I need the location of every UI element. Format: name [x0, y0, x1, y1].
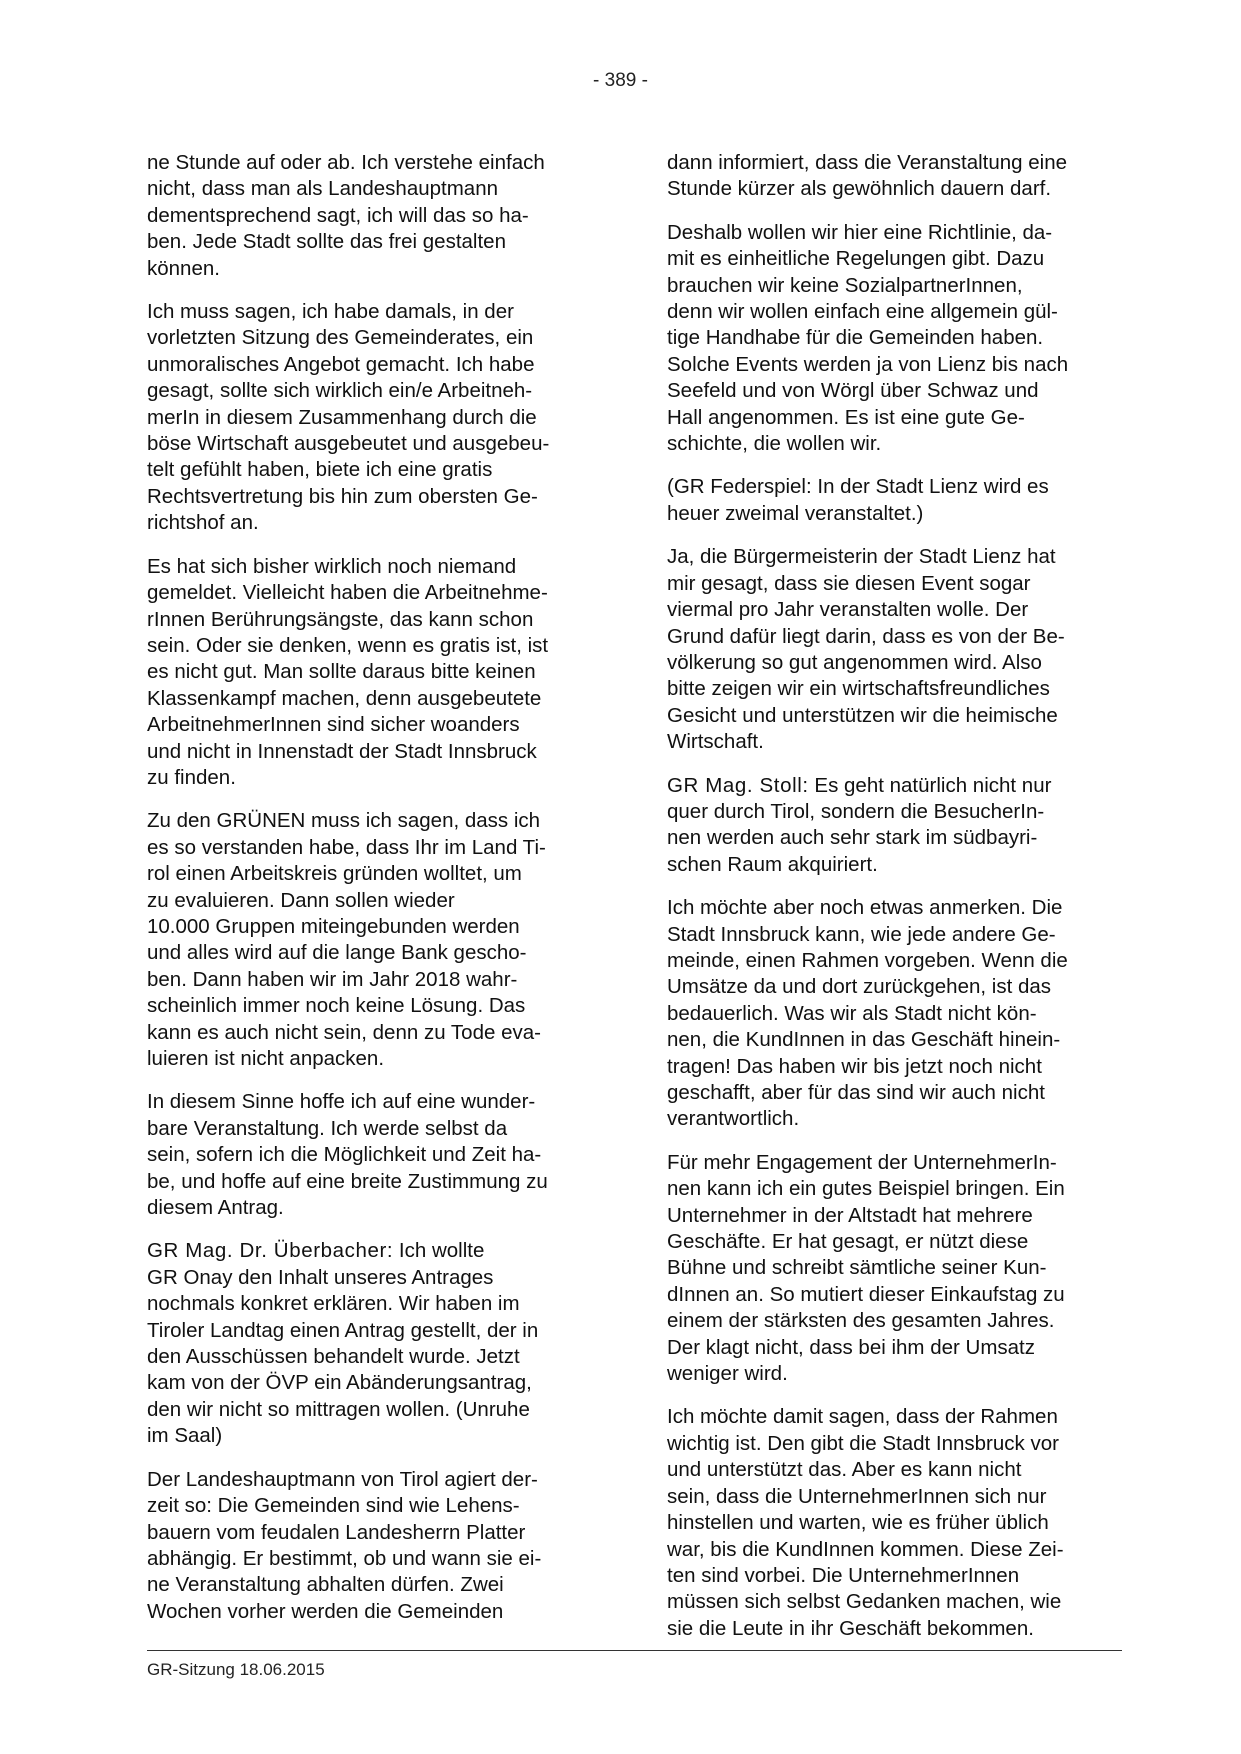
speaker-name: GR Mag. Stoll: [667, 773, 809, 797]
paragraph: Ja, die Bürgermeisterin der Stadt Lienz hat mir gesagt, dass sie diesen Event sogar viermal pro Jahr veranstalten wolle. Der Grund dafür liegt darin, dass es von der Be- völkerung so gut angenommen wird. Also bitte zeigen wir ein wirtschaftsfreundliches Gesicht und unterstützen wir die heimische Wirtschaft. [667, 545, 1065, 754]
speaker-name: GR Mag. Dr. Überbacher: [147, 1239, 394, 1263]
paragraph: Es hat sich bisher wirklich noch niemand gemeldet. Vielleicht haben die Arbeitnehme- rInnen Berührungsängste, das kann schon sein. Oder sie denken, wenn es gratis ist, ist es nicht gut. Man sollte daraus bitte keinen Klassenkampf machen, denn ausgebeutete ArbeitnehmerInnen sind sicher woanders und nicht in Innenstadt der Stadt Innsbruck zu finden. [147, 554, 549, 789]
footer-text: GR-Sitzung 18.06.2015 [147, 1660, 325, 1679]
paragraph: Zu den GRÜNEN muss ich sagen, dass ich es so verstanden habe, dass Ihr im Land Ti- rol einen Arbeitskreis gründen wolltet, um zu evaluieren. Dann sollen wieder 10.000 Gruppen miteingebunden werden und alles wird auf die lange Bank gescho- ben. Dann haben wir im Jahr 2018 wahr- scheinlich immer noch keine Lösung. Das kann es auch nicht sein, denn zu Tode eva- luieren ist nicht anpacken. [147, 809, 546, 1070]
paragraph: In diesem Sinne hoffe ich auf eine wunder- bare Veranstaltung. Ich werde selbst da sein, sofern ich die Möglichkeit und Zeit ha- be, und hoffe auf eine breite Zustimmung zu diesem Antrag. [147, 1090, 548, 1220]
speech-text: Es geht natürlich nicht nur quer durch Tirol, sondern die BesucherIn- nen werden auch sehr stark im südbayri- schen Raum akquiriert. [667, 773, 1052, 876]
paragraph: Für mehr Engagement der UnternehmerIn- nen kann ich ein gutes Beispiel bringen. Ein Unternehmer in der Altstadt hat mehrere Geschäfte. Er hat gesagt, er nützt diese Bühne und schreibt sämtliche seiner Kun- dInnen an. So mutiert dieser Einkaufstag zu einem der stärksten des gesamten Jahres. Der klagt nicht, dass bei ihm der Umsatz weniger wird. [667, 1150, 1065, 1386]
right-column [667, 150, 1122, 1659]
paragraph: dann informiert, dass die Veranstaltung eine Stunde kürzer als gewöhnlich dauern darf. [667, 151, 1068, 201]
paragraph: (GR Federspiel: In der Stadt Lienz wird es heuer zweimal veranstaltet.) [667, 475, 1049, 525]
page-number: - 389 - [593, 70, 648, 91]
paragraph: Deshalb wollen wir hier eine Richtlinie, da- mit es einheitliche Regelungen gibt. Dazu brauchen wir keine SozialpartnerInnen, denn wir wollen einfach eine allgemein gül- tige Handhabe für die Gemeinden haben. Solche Events werden ja von Lienz bis nach Seefeld und von Wörgl über Schwaz und Hall angenommen. Es ist eine gute Ge- schichte, die wollen wir. [667, 220, 1069, 456]
paragraph: ne Stunde auf oder ab. Ich verstehe einfach nicht, dass man als Landeshauptmann dementsprechend sagt, ich will das so ha- ben. Jede Stadt sollte das frei gestalten können. [147, 151, 545, 280]
footer-divider [147, 1650, 1122, 1651]
left-column [147, 150, 602, 1642]
paragraph: Ich möchte aber noch etwas anmerken. Die Stadt Innsbruck kann, wie jede andere Ge- meinde, einen Rahmen vorgeben. Wenn die Umsätze da und dort zurückgehen, ist das bedauerlich. Was wir als Stadt nicht kön- nen, die KundInnen in das Geschäft hinein- tragen! Das haben wir bis jetzt noch nicht geschafft, aber für das sind wir auch nicht verantwortlich. [667, 896, 1068, 1131]
speaker-paragraph [147, 1238, 602, 1449]
paragraph: Ich möchte damit sagen, dass der Rahmen wichtig ist. Den gibt die Stadt Innsbruck vor und unterstützt das. Aber es kann nicht sein, dass die UnternehmerInnen sich nur hinstellen und warten, wie es früher üblich war, bis die KundInnen kommen. Diese Zei- ten sind vorbei. Die UnternehmerInnen müssen sich selbst Gedanken machen, wie sie die Leute in ihr Geschäft bekommen. [667, 1405, 1064, 1640]
speaker-paragraph [667, 773, 1122, 879]
paragraph: Ich muss sagen, ich habe damals, in der vorletzten Sitzung des Gemeinderates, ein unmoralisches Angebot gemacht. Ich habe gesagt, sollte sich wirklich ein/e Arbeitneh- merIn in diesem Zusammenhang durch die böse Wirtschaft ausgebeutet und ausgebeu- telt gefühlt haben, biete ich eine gratis Rechtsvertretung bis hin zum obersten Ge- richtshof an. [147, 300, 550, 535]
speech-text: Ich wollte GR Onay den Inhalt unseres Antrages nochmals konkret erklären. Wir haben im Tiroler Landtag einen Antrag gestellt, der in den Ausschüssen behandelt wurde. Jetzt kam von der ÖVP ein Abänderungsantrag, den wir nicht so mittragen wollen. (Unruhe im Saal) [147, 1239, 539, 1448]
paragraph: Der Landeshauptmann von Tirol agiert der- zeit so: Die Gemeinden sind wie Lehens- bauern vom feudalen Landesherrn Platter abhängig. Er bestimmt, ob und wann sie ei- ne Veranstaltung abhalten dürfen. Zwei Wochen vorher werden die Gemeinden [147, 1467, 542, 1623]
